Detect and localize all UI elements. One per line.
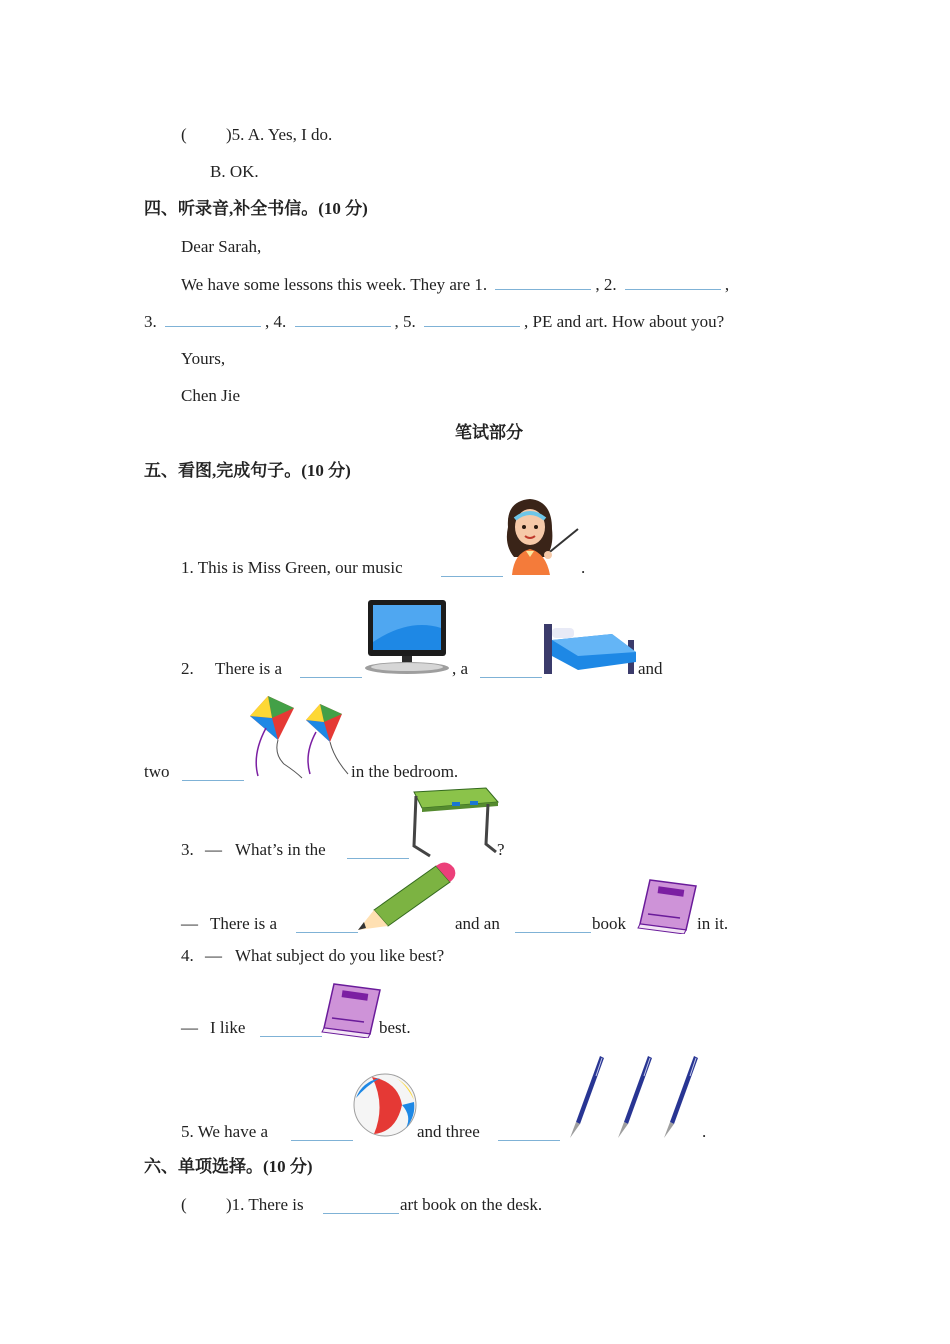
book-icon bbox=[636, 878, 698, 934]
q2-two: two bbox=[144, 762, 170, 781]
q3-blank-3[interactable] bbox=[515, 916, 591, 933]
q4-ans: I like bbox=[210, 1018, 246, 1037]
q2-end: in the bedroom. bbox=[351, 762, 459, 781]
letter-blank-4[interactable] bbox=[295, 310, 391, 327]
q3-ans-dash: — bbox=[181, 914, 198, 933]
q3-blank-1[interactable] bbox=[347, 842, 409, 859]
q4-blank[interactable] bbox=[260, 1020, 322, 1037]
letter-sep-5: , 5. bbox=[394, 312, 416, 331]
q3-book: book bbox=[592, 914, 626, 933]
letter-line-2 bbox=[144, 310, 724, 333]
q2-num: 2. bbox=[181, 659, 194, 678]
letter-blank-1[interactable] bbox=[495, 273, 591, 290]
q2-blank-2[interactable] bbox=[480, 661, 542, 678]
q5-option-b: B. OK. bbox=[210, 162, 259, 181]
q3-text: What’s in the bbox=[235, 840, 326, 859]
q5-stem: )5. A. Yes, I do. bbox=[226, 125, 333, 144]
q1-text: 1. This is Miss Green, our music bbox=[181, 558, 403, 577]
q2-and: and bbox=[638, 659, 663, 678]
letter-line1-text: We have some lessons this week. They are 1. bbox=[181, 275, 488, 294]
pens-icon bbox=[560, 1052, 704, 1140]
s6-q1-stem: )1. There is bbox=[226, 1195, 304, 1214]
tv-icon bbox=[364, 598, 454, 676]
q1-blank[interactable] bbox=[441, 560, 503, 577]
letter-num-3: 3. bbox=[144, 312, 157, 331]
s6-q1-paren: ( bbox=[181, 1195, 187, 1214]
q4-text: What subject do you like best? bbox=[235, 946, 445, 965]
music-book-icon bbox=[320, 982, 382, 1038]
letter-blank-5[interactable] bbox=[424, 310, 520, 327]
bed-icon bbox=[542, 620, 638, 676]
q4-end: best. bbox=[379, 1018, 411, 1037]
letter-sep-2: , 2. bbox=[595, 275, 617, 294]
letter-sep-4: , 4. bbox=[265, 312, 287, 331]
ball-icon bbox=[352, 1072, 418, 1138]
section5-title: 五、看图,完成句子。(10 分) bbox=[144, 461, 351, 480]
q3-and-an: and an bbox=[455, 914, 500, 933]
q4-dash: — bbox=[205, 946, 222, 965]
section4-title: 四、听录音,补全书信。(10 分) bbox=[144, 199, 368, 218]
letter-blank-2[interactable] bbox=[625, 273, 721, 290]
q3-qmark: ? bbox=[497, 840, 505, 859]
s6-q1-end: art book on the desk. bbox=[400, 1195, 543, 1214]
letter-comma: , bbox=[724, 275, 730, 294]
letter-line2-end: , PE and art. How about you? bbox=[524, 312, 725, 331]
q3-dash: — bbox=[205, 840, 222, 859]
q3-end: in it. bbox=[697, 914, 729, 933]
written-heading: 笔试部分 bbox=[455, 423, 523, 442]
q3-ans: There is a bbox=[210, 914, 278, 933]
q1-period: . bbox=[581, 558, 586, 577]
letter-signature: Chen Jie bbox=[181, 386, 241, 405]
kites-icon bbox=[244, 694, 354, 780]
q4-num: 4. bbox=[181, 946, 194, 965]
desk-icon bbox=[408, 786, 500, 858]
s6-q1-blank[interactable] bbox=[323, 1197, 399, 1214]
q5-period: . bbox=[702, 1122, 707, 1141]
q2-blank-3[interactable] bbox=[182, 764, 244, 781]
q5-blank-1[interactable] bbox=[291, 1124, 353, 1141]
q2-a: , a bbox=[452, 659, 469, 678]
q3-num: 3. bbox=[181, 840, 194, 859]
q5-text: 5. We have a bbox=[181, 1122, 269, 1141]
pencil-icon bbox=[354, 860, 458, 932]
teacher-icon bbox=[500, 495, 584, 577]
letter-closing: Yours, bbox=[181, 349, 226, 368]
q4-ans-dash: — bbox=[181, 1018, 198, 1037]
q2-blank-1[interactable] bbox=[300, 661, 362, 678]
q5-and: and three bbox=[417, 1122, 480, 1141]
letter-blank-3[interactable] bbox=[165, 310, 261, 327]
q3-blank-2[interactable] bbox=[296, 916, 358, 933]
q5-blank-2[interactable] bbox=[498, 1124, 560, 1141]
q5-paren: ( bbox=[181, 125, 187, 144]
section6-title: 六、单项选择。(10 分) bbox=[144, 1157, 313, 1176]
q2-text: There is a bbox=[215, 659, 283, 678]
letter-greeting: Dear Sarah, bbox=[181, 237, 262, 256]
letter-line-1 bbox=[181, 273, 729, 296]
